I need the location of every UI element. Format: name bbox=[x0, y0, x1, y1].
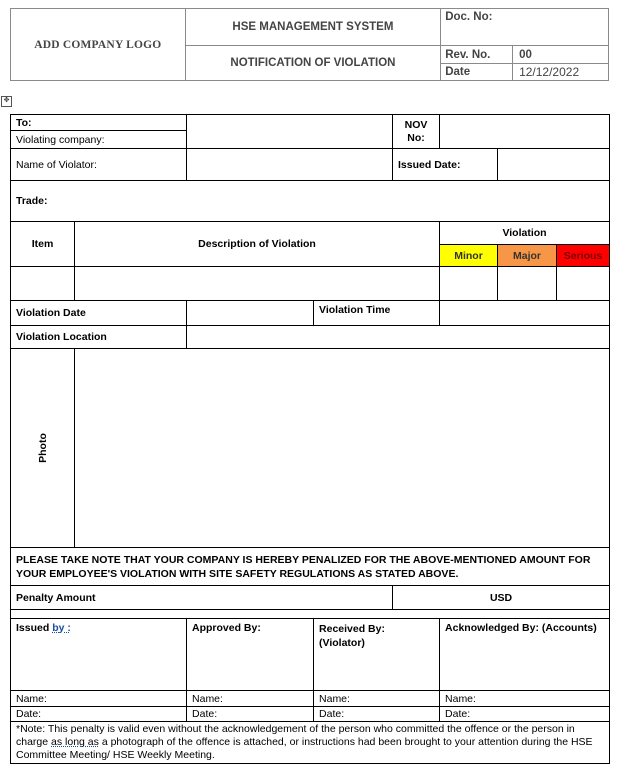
issued-by-date-field[interactable] bbox=[11, 707, 187, 722]
issued-date-label: Issued Date: bbox=[393, 149, 498, 181]
acknowledged-by-name-field[interactable] bbox=[440, 691, 610, 707]
violator-name-field[interactable] bbox=[187, 149, 393, 181]
violation-header: Violation bbox=[440, 222, 610, 245]
minor-checkbox-cell[interactable] bbox=[440, 267, 498, 301]
received-by-sub-label: (Violator) bbox=[319, 637, 365, 649]
minor-severity-label: Minor bbox=[440, 245, 498, 267]
document-header bbox=[10, 8, 609, 81]
penalty-notice: PLEASE TAKE NOTE THAT YOUR COMPANY IS HEREBY PENALIZED FOR THE ABOVE-MENTIONED AMOUNT FOR YOUR EMPLOYEE'S VIOLATION WITH SITE SAFETY REGULATIONS AS STATED ABOVE. bbox=[11, 548, 610, 586]
rev-no-value: 00 bbox=[513, 46, 609, 64]
issued-by-date-label: Date: bbox=[16, 708, 42, 720]
acknowledged-by-name-label: Name: bbox=[445, 692, 476, 705]
violation-location-field[interactable] bbox=[187, 326, 610, 349]
received-by-name-label: Name: bbox=[319, 692, 350, 705]
trade-field[interactable] bbox=[11, 181, 610, 222]
received-by-cell[interactable] bbox=[314, 619, 440, 691]
acknowledged-by-date-field[interactable] bbox=[440, 707, 610, 722]
nov-label-2: No: bbox=[407, 131, 425, 144]
violation-date-label: Violation Date bbox=[11, 301, 187, 326]
received-by-date-field[interactable] bbox=[314, 707, 440, 722]
to-label: To: bbox=[11, 115, 187, 131]
rev-no-label: Rev. No. bbox=[441, 46, 513, 64]
form-title: NOTIFICATION OF VIOLATION bbox=[185, 46, 441, 81]
to-field[interactable] bbox=[187, 115, 393, 149]
violation-date-field[interactable] bbox=[187, 301, 314, 326]
received-by-date-label: Date: bbox=[319, 708, 345, 720]
currency-label: USD bbox=[489, 591, 513, 604]
issued-by-name-field[interactable] bbox=[11, 691, 187, 707]
photo-label-cell bbox=[11, 349, 75, 548]
approved-by-name-field[interactable] bbox=[187, 691, 314, 707]
issued-by-name-label: Name: bbox=[16, 692, 47, 705]
serious-checkbox-cell[interactable] bbox=[557, 267, 610, 301]
serious-severity-label: Serious bbox=[557, 245, 610, 267]
doc-no-label: Doc. No: bbox=[441, 9, 609, 46]
trade-label: Trade: bbox=[16, 195, 48, 207]
date-value: 12/12/2022 bbox=[513, 64, 609, 81]
photo-label: Photo bbox=[36, 433, 49, 463]
approved-by-date-label: Date: bbox=[192, 708, 218, 720]
item-field[interactable] bbox=[11, 267, 75, 301]
violation-time-field[interactable] bbox=[440, 301, 610, 326]
major-severity-label: Major bbox=[498, 245, 557, 267]
note-part-1: *Note: This penalty is valid even without the acknowledgement of the person who committed the offence or the person in charge bbox=[16, 723, 575, 748]
description-header: Description of Violation bbox=[75, 222, 440, 267]
spacer-row bbox=[11, 610, 610, 619]
issued-by-label-1: Issued bbox=[16, 622, 53, 634]
violating-company-label: Violating company: bbox=[11, 131, 187, 149]
received-by-label: Received By: bbox=[319, 623, 385, 635]
table-move-handle-icon[interactable]: ✥ bbox=[1, 96, 12, 107]
approved-by-date-field[interactable] bbox=[187, 707, 314, 722]
nov-no-label bbox=[393, 115, 440, 149]
footnote bbox=[11, 722, 610, 764]
violation-time-label: Violation Time bbox=[314, 301, 440, 326]
approved-by-label: Approved By: bbox=[192, 622, 261, 634]
photo-area[interactable] bbox=[75, 349, 610, 548]
penalty-amount-label: Penalty Amount bbox=[11, 586, 393, 610]
acknowledged-by-date-label: Date: bbox=[445, 708, 471, 720]
major-checkbox-cell[interactable] bbox=[498, 267, 557, 301]
item-header: Item bbox=[11, 222, 75, 267]
acknowledged-by-label: Acknowledged By: (Accounts) bbox=[445, 622, 597, 634]
note-part-3: a photograph of the offence is attached, or instructions had been brought to your attention during the HSE Committee Meeting/ HSE Weekly Meeting. bbox=[16, 736, 593, 761]
system-title: HSE MANAGEMENT SYSTEM bbox=[185, 9, 441, 46]
violator-name-label: Name of Violator: bbox=[11, 149, 187, 181]
description-field[interactable] bbox=[75, 267, 440, 301]
nov-label-1: NOV bbox=[404, 118, 428, 131]
violation-form bbox=[10, 114, 610, 764]
issued-date-field[interactable] bbox=[498, 149, 610, 181]
date-label: Date bbox=[441, 64, 513, 81]
penalty-amount-field[interactable] bbox=[393, 586, 610, 610]
approved-by-cell[interactable] bbox=[187, 619, 314, 691]
approved-by-name-label: Name: bbox=[192, 692, 223, 705]
issued-by-label-2: by : bbox=[52, 622, 71, 634]
acknowledged-by-cell[interactable] bbox=[440, 619, 610, 691]
nov-no-field[interactable] bbox=[440, 115, 610, 149]
received-by-name-field[interactable] bbox=[314, 691, 440, 707]
violation-location-label: Violation Location bbox=[11, 326, 187, 349]
issued-by-cell[interactable] bbox=[11, 619, 187, 691]
note-part-2: as long as bbox=[51, 736, 99, 748]
company-logo-placeholder: ADD COMPANY LOGO bbox=[11, 9, 186, 81]
